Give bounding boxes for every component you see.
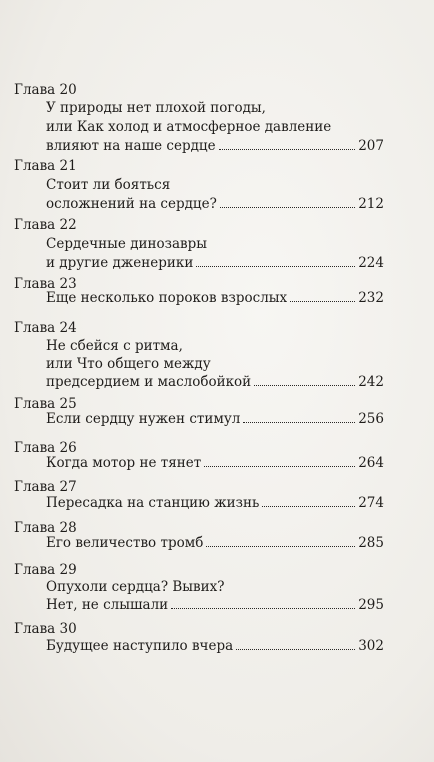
page-number: 302 — [358, 638, 384, 654]
dot-leader — [236, 636, 355, 650]
chapter-title-last-line — [46, 493, 384, 513]
page-number: 212 — [358, 196, 384, 212]
chapter-title-line: Сердечные динозавры — [46, 236, 208, 252]
chapter-title-last-line — [46, 253, 384, 273]
chapter-label: Глава 28 — [14, 520, 77, 536]
page-number: 256 — [358, 411, 384, 427]
chapter-title-last-line — [46, 136, 384, 156]
chapter-title-last-line — [46, 533, 384, 553]
chapter-title-line: Пересадка на станцию жизнь — [46, 495, 260, 511]
chapter-label: Глава 27 — [14, 479, 77, 495]
chapter-title-line: Нет, не слышали — [46, 597, 169, 613]
dot-leader — [243, 409, 355, 423]
chapter-label: Глава 23 — [14, 276, 77, 292]
chapter-title-last-line — [46, 453, 384, 473]
dot-leader — [262, 493, 355, 507]
chapter-label: Глава 29 — [14, 562, 77, 578]
chapter-label: Глава 21 — [14, 158, 77, 174]
chapter-title-line: У природы нет плохой погоды, — [46, 100, 266, 116]
dot-leader — [290, 288, 355, 302]
chapter-title-last-line — [46, 372, 384, 392]
chapter-label: Глава 24 — [14, 320, 77, 336]
chapter-label: Глава 22 — [14, 217, 77, 233]
chapter-title-line: влияют на наше сердце — [46, 138, 216, 154]
dot-leader — [171, 595, 355, 609]
chapter-title-line: Не сбейся с ритма, — [46, 338, 183, 354]
dot-leader — [254, 372, 355, 386]
page-number: 232 — [358, 290, 384, 306]
chapter-title-line: и другие дженерики — [46, 255, 194, 271]
dot-leader — [220, 194, 355, 208]
dot-leader — [204, 453, 355, 467]
chapter-title-last-line — [46, 636, 384, 656]
chapter-title-line: осложнений на сердце? — [46, 196, 217, 212]
chapter-title-line: или Как холод и атмосферное давление — [46, 119, 332, 135]
chapter-label: Глава 30 — [14, 621, 77, 637]
chapter-title-line: или Что общего между — [46, 356, 211, 372]
page-number: 285 — [358, 535, 384, 551]
chapter-title-last-line — [46, 595, 384, 615]
chapter-title-last-line — [46, 288, 384, 308]
chapter-title-line: Когда мотор не тянет — [46, 455, 202, 471]
chapter-label: Глава 20 — [14, 82, 77, 98]
chapter-title-line: Его величество тромб — [46, 535, 204, 551]
chapter-title-last-line — [46, 194, 384, 214]
page-number: 274 — [358, 495, 384, 511]
dot-leader — [206, 533, 355, 547]
chapter-title-line: Стоит ли бояться — [46, 177, 171, 193]
chapter-title-last-line — [46, 409, 384, 429]
chapter-title-line: Если сердцу нужен стимул — [46, 411, 241, 427]
chapter-title-line: Еще несколько пороков взрослых — [46, 290, 288, 306]
chapter-title-line: Опухоли сердца? Вывих? — [46, 579, 225, 595]
page-number: 264 — [358, 455, 384, 471]
page-number: 224 — [358, 255, 384, 271]
page-number: 242 — [358, 374, 384, 390]
chapter-label: Глава 26 — [14, 440, 77, 456]
dot-leader — [196, 253, 355, 267]
chapter-title-line: Будущее наступило вчера — [46, 638, 234, 654]
chapter-title-line: предсердием и маслобойкой — [46, 374, 252, 390]
page-number: 207 — [358, 138, 384, 154]
dot-leader — [219, 136, 356, 150]
page-number: 295 — [358, 597, 384, 613]
chapter-label: Глава 25 — [14, 396, 77, 412]
